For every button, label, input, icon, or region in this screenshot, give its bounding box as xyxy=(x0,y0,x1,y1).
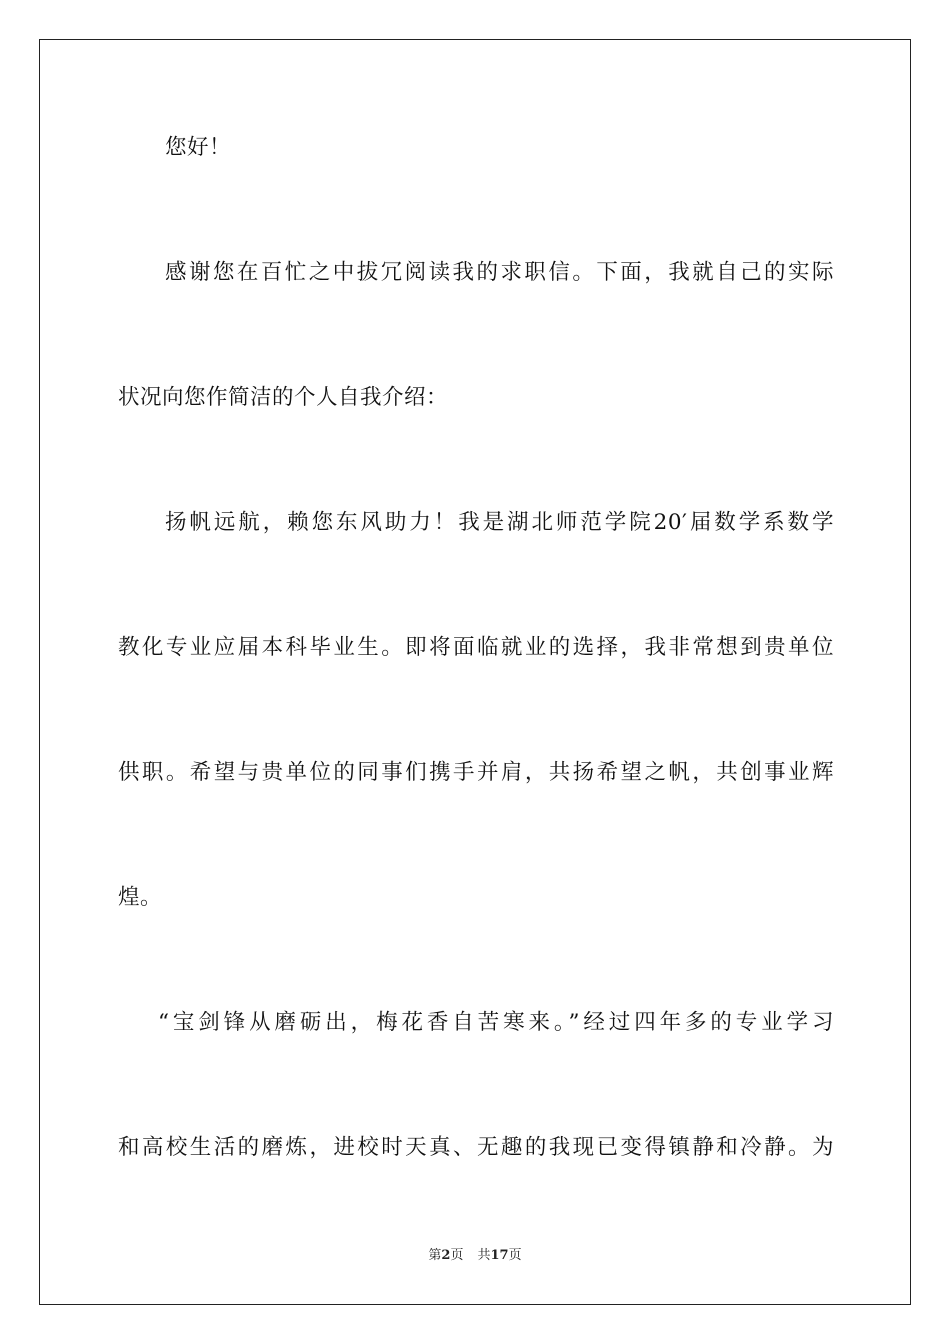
total-pages: 17 xyxy=(490,1248,509,1263)
paragraph-2-line-4: 煌。 xyxy=(118,885,163,910)
total-suffix: 页 xyxy=(508,1248,522,1263)
greeting-line: 您好！ xyxy=(165,135,232,160)
paragraph-3-line-1: “宝剑锋从磨砺出，梅花香自苦寒来。”经过四年多的专业学习 xyxy=(158,1010,834,1035)
page-prefix: 第 xyxy=(428,1248,442,1263)
paragraph-1-line-2: 状况向您作简洁的个人自我介绍： xyxy=(118,385,449,410)
page-suffix: 页 xyxy=(450,1248,464,1263)
paragraph-2-line-1: 扬帆远航，赖您东风助力！我是湖北师范学院20′届数学系数学 xyxy=(165,510,834,535)
paragraph-1-line-1: 感谢您在百忙之中拔冗阅读我的求职信。下面，我就自己的实际 xyxy=(165,260,834,285)
paragraph-2-line-3: 供职。希望与贵单位的同事们携手并肩，共扬希望之帆，共创事业辉 xyxy=(118,760,834,785)
page-footer xyxy=(0,1247,950,1265)
paragraph-2-line-2: 教化专业应届本科毕业生。即将面临就业的选择，我非常想到贵单位 xyxy=(118,635,834,660)
page-number: 2 xyxy=(441,1248,451,1263)
page-border xyxy=(39,39,911,1305)
paragraph-3-line-2: 和高校生活的磨炼，进校时天真、无趣的我现已变得镇静和冷静。为 xyxy=(118,1135,834,1160)
total-prefix: 共 xyxy=(477,1248,491,1263)
